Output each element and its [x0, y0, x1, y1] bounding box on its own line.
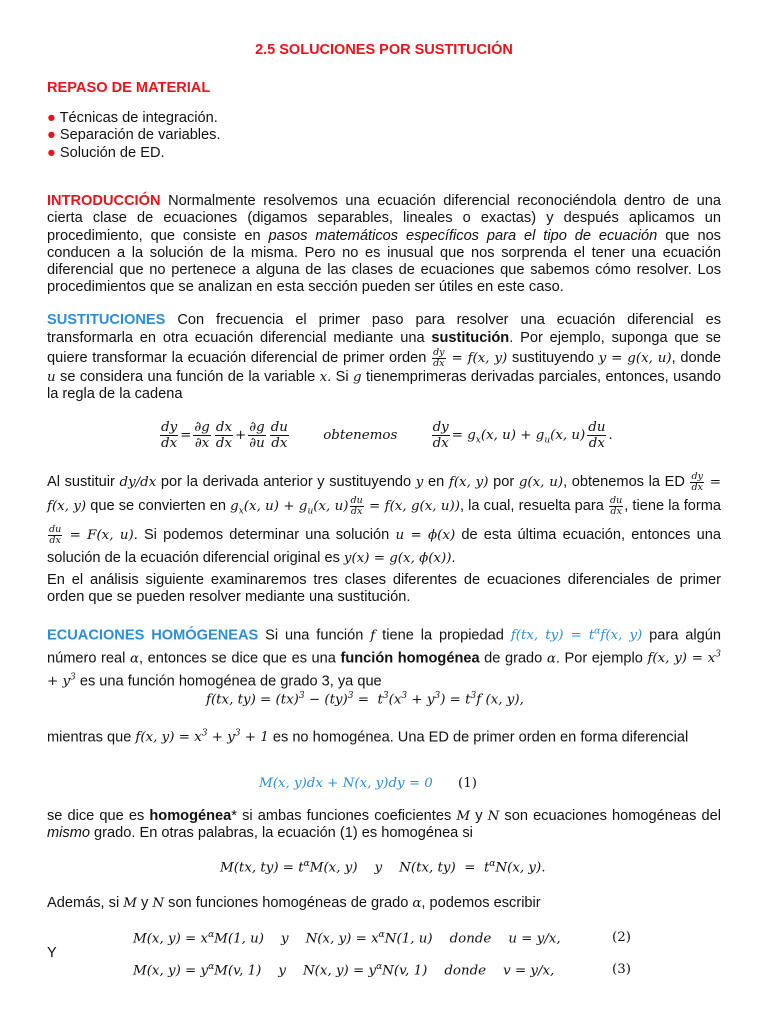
equation-1-number: (1) — [458, 776, 477, 791]
homogeneous-definition-paragraph: se dice que es homogénea* si ambas funciones coeficientes M y N son ecuaciones homogéneas del mismo grado. En otras palabras, la ecuación (1) es homogénea si — [47, 808, 721, 842]
chain-rule-equation: $\frac{dy}{dx}$ = $\frac{\partial g}{\partial x}$ $\frac{dx}{dx}$ + $\frac{\partial g}{\partial u}$ $\frac{du}{dx}$ obtenemos $\frac{dy}{dx}$ = $g_x(x$, $u) + g_u(x$, u) $\frac{du}{dx}$ . — [161, 420, 613, 451]
non-homogeneous-paragraph: mientras que f(x, $y) = x^3 + y^3 + 1$ es no homogénea. Una ED de primer orden en forma diferencial — [47, 729, 689, 746]
equation-1: M(x, y)dx + N(x, y)dy = 0 — [259, 776, 433, 791]
intro-paragraph: INTRODUCCIÓN Normalmente resolvemos una ecuación diferencial reconociéndola dentro de una cierta clase de ecuaciones (digamos separables, lineales o exactas) y después aplicamos un procedimiento, que consiste en pasos matemáticos específicos para el tipo de ecuación que nos conducen a la solución de la misma. Pero no es inusual que nos sorprenda el tener una ecuación diferencial que no pertenece a alguna de las clases de ecuaciones que sabemos cómo resolver. Los procedimientos que se analizan en esta sección pueden ser útiles en este caso. — [47, 193, 721, 296]
homogeneous-heading: ECUACIONES HOMÓGENEAS — [47, 627, 259, 644]
substitutions-heading: SUSTITUCIONES — [47, 312, 166, 328]
equation-3: M(x, $y) = y^\alpha M(v$, 1) y N(x, $y) = y^\alpha N(v$, 1) donde v = y/x, — [133, 962, 555, 979]
after-chain-paragraph: Al sustituir dy/dx por la derivada anterior y sustituyendo y en f(x, y) por g(x, u), obtenemos la ED $\frac{dy}{dx}$ = f(x, y) que se convierten en $g_x(x$, $u) + g_u(x$, u) $\frac{du}{dx}$ = f(x, g(x, u)), la cual, resuelta para $\frac{du}{dx}$ , tiene la forma $\frac{du}{dx}$ = F(x, u). Si podemos determinar una solución u = ϕ(x) de esta última ecuación, entonces una solución de la ecuación diferencial original es y(x) = g(x, ϕ(x)). — [47, 471, 722, 567]
equation-2-number: (2) — [612, 930, 631, 945]
homogeneous-condition-equation: M(tx, $ty) = t^\alpha M(x$, y) y N(tx, $ty) = t^\alpha N(x$, y). — [220, 859, 546, 876]
homogeneous-example-equation: f(tx, $ty) = (tx)^3 - (ty)^3 = t^3(x^3 + y^3) = t^3f$ (x, y), — [206, 691, 524, 708]
list-item: ● Separación de variables. — [47, 127, 221, 144]
furthermore-paragraph: Además, si M y N son funciones homogéneas de grado α, podemos escribir — [47, 895, 541, 911]
review-heading: REPASO DE MATERIAL — [47, 80, 211, 96]
bullet-icon: ● — [47, 127, 56, 144]
substitutions-paragraph: SUSTITUCIONES Con frecuencia el primer paso para resolver una ecuación diferencial es transformarla en otra ecuación diferencial mediante una sustitución. Por ejemplo, suponga que se quiere transformar la ecuación diferencial de primer orden $\frac{dy}{dx}$ = f(x, y) sustituyendo y = g(x, u), donde u se considera una función de la variable x. Si g tienemprimeras derivadas parciales, entonces, usando la regla de la cadena — [47, 312, 722, 403]
list-item: ● Solución de ED. — [47, 144, 165, 161]
list-item: ● Técnicas de integración. — [47, 110, 218, 126]
equation-2: M(x, $y) = x^\alpha M(1$, u) y N(x, $y) = x^\alpha N(1$, u) donde u = y/x, — [133, 930, 561, 947]
equation-3-number: (3) — [612, 962, 631, 977]
bullet-icon: ● — [47, 110, 56, 126]
y-connector: Y — [47, 945, 57, 961]
analysis-paragraph: En el análisis siguiente examinaremos tres clases diferentes de ecuaciones diferenciales de primer orden que se pueden resolver mediante una sustitución. — [47, 572, 721, 606]
intro-heading: INTRODUCCIÓN — [47, 193, 161, 209]
review-list — [47, 110, 221, 162]
bullet-icon: ● — [47, 144, 56, 161]
section-title: 2.5 SOLUCIONES POR SUSTITUCIÓN — [255, 42, 513, 58]
homogeneous-paragraph: ECUACIONES HOMÓGENEAS Si una función f tiene la propiedad f(tx, $ty) = t^\alpha f(x$, y) para algún número real α, entonces se dice que es una función homogénea de grado α. Por ejemplo f(x, $y) = x^3 + y^3$ es una función homogénea de grado 3, ya que — [47, 627, 722, 690]
